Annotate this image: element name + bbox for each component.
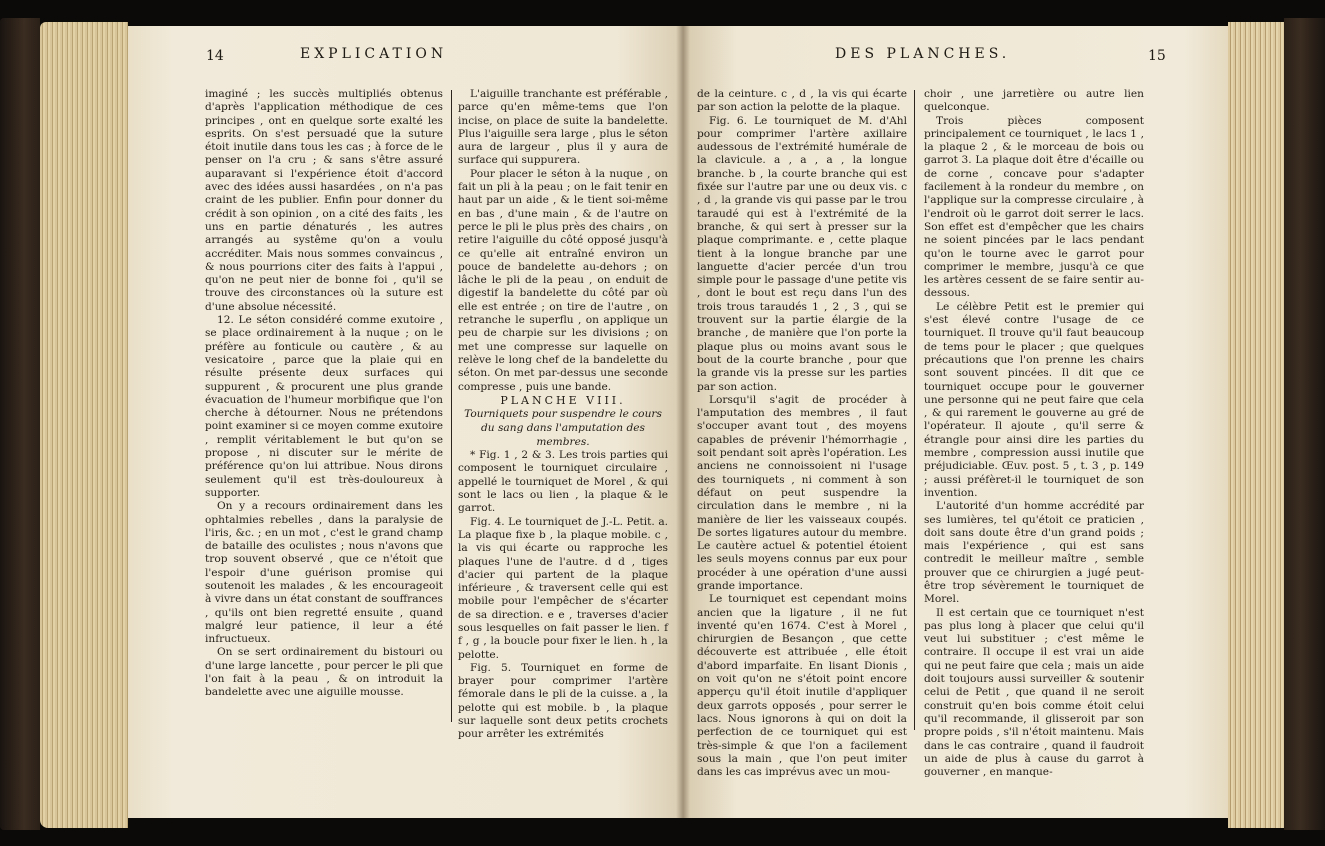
plate-subtitle: Tourniquets pour suspendre le cours du sang dans l'amputation des membres. xyxy=(464,408,662,449)
paragraph: Trois pièces composent principalement ce tourniquet , le lacs 1 , la plaque 2 , & le morceau de bois ou garrot 3. La plaque doit être d'écaille ou de corne , concave pour s'adapter facilement à la rondeur du membre , on l'applique sur la compresse circulaire , à l'endroit où le garrot doit serrer le lacs. Son effet est d'empêcher que les chairs ne soient pincées par le lacs pendant qu'on le tourne avec le garrot pour comprimer le membre, jusqu'à ce que les artères cessent de se faire sentir au-dessous. xyxy=(924,114,1144,300)
right-column-1 xyxy=(697,88,907,779)
column-rule xyxy=(451,90,452,722)
left-running-header: EXPLICATION xyxy=(300,46,448,62)
plate-title: PLANCHE VIII. xyxy=(500,393,626,407)
paragraph: Fig. 5. Tourniquet en forme de brayer pour comprimer l'artère fémorale dans le pli de la cuisse. a , la pelotte qui est mobile. b , la plaque sur laquelle sont deux petits crochets pour arrêter les extrémités xyxy=(458,661,668,741)
right-column-2 xyxy=(924,88,1144,779)
paragraph: choir , une jarretière ou autre lien quelconque. xyxy=(924,88,1144,114)
paragraph: On se sert ordinairement du bistouri ou d'une large lancette , pour percer le pli que l'on fait à la peau , & on introduit la bandelette avec une aiguille mousse. xyxy=(205,646,443,699)
paragraph: imaginé ; les succès multipliés obtenus d'après l'application méthodique de ces principes , ont en quelque sorte exalté les esprits. On s'est persuadé que la suture étoit inutile dans tous les cas ; à force de le penser on l'a cru ; & sans s'être assuré auparavant si l'expérience étoit d'accord avec des idées aussi hasardées , on n'a pas craint de les publier. Enfin pour donner du crédit à son opinion , on a cité des faits , les uns en partie dénaturés , les autres arrangés au systême qu'on a voulu accréditer. Mais nous sommes convaincus , & nous pourrions citer des faits à l'appui , qu'on ne peut nier de bonne foi , qu'il se trouve des circonstances où la suture est d'une absolue nécessité. xyxy=(205,88,443,313)
paragraph: Pour placer le séton à la nuque , on fait un pli à la peau ; on le fait tenir en haut par un aide , & le tient soi-même en bas , d'une main , & de l'autre on perce le pli le plus près des chairs , on retire l'aiguille du côté opposé jusqu'à ce qu'elle ait entraîné environ un pouce de bandelette au-dehors ; on lâche le pli de la peau , on enduit de digestif la bandelette du côté par où elle est entrée ; on tire de l'autre , on retranche le superflu , on applique un peu de charpie sur les divisions ; on met une compresse sur laquelle on relève le long chef de la bandelette du séton. On met par-dessus une seconde compresse , puis une bande. xyxy=(458,167,668,393)
left-column-2 xyxy=(458,88,668,742)
left-cover xyxy=(0,18,40,830)
right-page-edges xyxy=(1228,22,1284,828)
left-page-edges xyxy=(40,22,128,828)
paragraph: Il est certain que ce tourniquet n'est pas plus long à placer que celui qu'il veut lui substituer ; c'est même le contraire. Il occupe il est vrai un aide qui ne peut faire que cela ; mais un aide doit toujours aussi surveiller & soutenir celui de Petit , que quand il ne seroit construit qu'en bois comme étoit celui qu'il recommande, il glisseroit par son propre poids , s'il n'étoit maintenu. Mais dans le cas contraire , quand il faudroit un aide de plus à cause du garrot à gouverner , en manque- xyxy=(924,606,1144,779)
column-rule xyxy=(914,90,915,730)
paragraph: L'autorité d'un homme accrédité par ses lumières, tel qu'étoit ce praticien , doit sans doute être d'un grand poids ; mais l'expérience , qui est sans contredit le meilleur maître , semble prouver que ce chirurgien a jugé peut-être trop sévèrement le tourniquet de Morel. xyxy=(924,500,1144,606)
paragraph: Le tourniquet est cependant moins ancien que la ligature , il ne fut inventé qu'en 1674. C'est à Morel , chirurgien de Besançon , que cette découverte est attribuée , elle étoit d'abord imparfaite. En lisant Dionis , on voit qu'on ne s'étoit point encore apperçu qu'il étoit inutile d'appliquer deux garrots opposés , pour serrer le lacs. Nous ignorons à qui on doit la perfection de ce tourniquet qui est très-simple & que l'on a facilement sous la main , que l'on peut imiter dans les cas imprévus avec un mou- xyxy=(697,593,907,779)
right-cover xyxy=(1284,18,1325,830)
paragraph: On y a recours ordinairement dans les ophtalmies rebelles , dans la paralysie de l'iris, &c. ; en un mot , c'est le grand champ de bataille des oculistes ; nous n'avons que trop souvent observé , que ce n'étoit que l'espoir d'une guérison promise qui soutenoit les malades , & les encourageoit à vivre dans un état constant de souffrances , qu'ils ont bien regretté ensuite , quand malgré leur patience, il leur a été infructueux. xyxy=(205,500,443,646)
paragraph: 12. Le séton considéré comme exutoire , se place ordinairement à la nuque ; on le préfère au fonticule ou cautère , & au vesicatoire , parce que la plaie qui en résulte présente deux surfaces qui suppurent , & procurent une plus grande évacuation de l'humeur morbifique que l'on cherche à détourner. Nous ne prétendons point examiner si ce moyen comme exutoire , remplit véritablement le but qu'on se propose , ni discuter sur le mérite de préférence qu'on lui attribue. Nous dirons seulement qu'il est très-douloureux à supporter. xyxy=(205,314,443,499)
right-running-header: DES PLANCHES. xyxy=(835,46,1011,62)
paragraph: de la ceinture. c , d , la vis qui écarte par son action la pelotte de la plaque. xyxy=(697,88,907,114)
paragraph: Le célèbre Petit est le premier qui s'est élevé contre l'usage de ce tourniquet. Il trouve qu'il faut beaucoup de tems pour le placer ; que quelques précautions que l'on prenne les chairs sont souvent pincées. Il dit que ce tourniquet occupe pour le gouverner une personne qui ne peut faire que cela , & qui rarement le gouverne au gré de l'opérateur. Il ajoute , qu'il serre & étrangle pour ainsi dire les parties du membre , compression aussi inutile que préjudiciable. Œuv. post. 5 , t. 3 , p. 149 ; aussi préfèret-il le tourniquet de son invention. xyxy=(924,300,1144,499)
paragraph: Fig. 6. Le tourniquet de M. d'Ahl pour comprimer l'artère axillaire audessous de l'extrémité humérale de la clavicule. a , a , a , la longue branche. b , la courte branche qui est fixée sur l'autre par une ou deux vis. c , d , la grande vis qui passe par le trou taraudé qui est à l'extrémité de la branche, & qui sert à presser sur la plaque comprimante. e , cette plaque tient à la longue branche par une languette d'acier percée d'un trou simple pour le passage d'une petite vis , dont le bout est reçu dans l'un des trois trous taraudés 1 , 2 , 3 , qui se trouvent sur la partie élargie de la branche , de manière que l'on porte la plaque plus ou moins avant sous le bout de la courte branche , pour que la grande vis la presse sur les parties par son action. xyxy=(697,114,907,393)
paragraph: Lorsqu'il s'agit de procéder à l'amputation des membres , il faut s'occuper avant tout , des moyens capables de prévenir l'hémorrhagie , soit pendant soit après l'opération. Les anciens ne connoissoient ni l'usage des tourniquets , ni comment à son défaut on peut suspendre la circulation dans le membre , ni la manière de lier les vaisseaux coupés. De sortes ligatures autour du membre. Le cautère actuel & potentiel étoient les seuls moyens connus par eux pour procéder à une opération d'une aussi grande importance. xyxy=(697,393,907,592)
left-column-1 xyxy=(205,88,443,700)
paragraph: Fig. 4. Le tourniquet de J.-L. Petit. a. La plaque fixe b , la plaque mobile. c , la vis qui écarte ou rapproche les plaques l'une de l'autre. d d , tiges d'acier qui partent de la plaque inférieure , & traversent celle qui est mobile pour l'empêcher de s'écarter de sa direction. e e , traverses d'acier sous lesquelles on fait passer le lien. f f , g , la boucle pour fixer le lien. h , la pelotte. xyxy=(458,515,668,661)
paragraph: L'aiguille tranchante est préférable , parce qu'en même-tems que l'on incise, on place de suite la bandelette. Plus l'aiguille sera large , plus le séton aura de largeur , plus il y aura de surface qui suppurera. xyxy=(458,88,668,167)
left-page-number: 14 xyxy=(206,48,224,64)
book-gutter xyxy=(676,26,690,818)
paragraph: * Fig. 1 , 2 & 3. Les trois parties qui composent le tourniquet circulaire , appellé le tourniquet de Morel , & qui sont le lacs ou lien , la plaque & le garrot. xyxy=(458,449,668,515)
right-page-number: 15 xyxy=(1148,48,1166,64)
